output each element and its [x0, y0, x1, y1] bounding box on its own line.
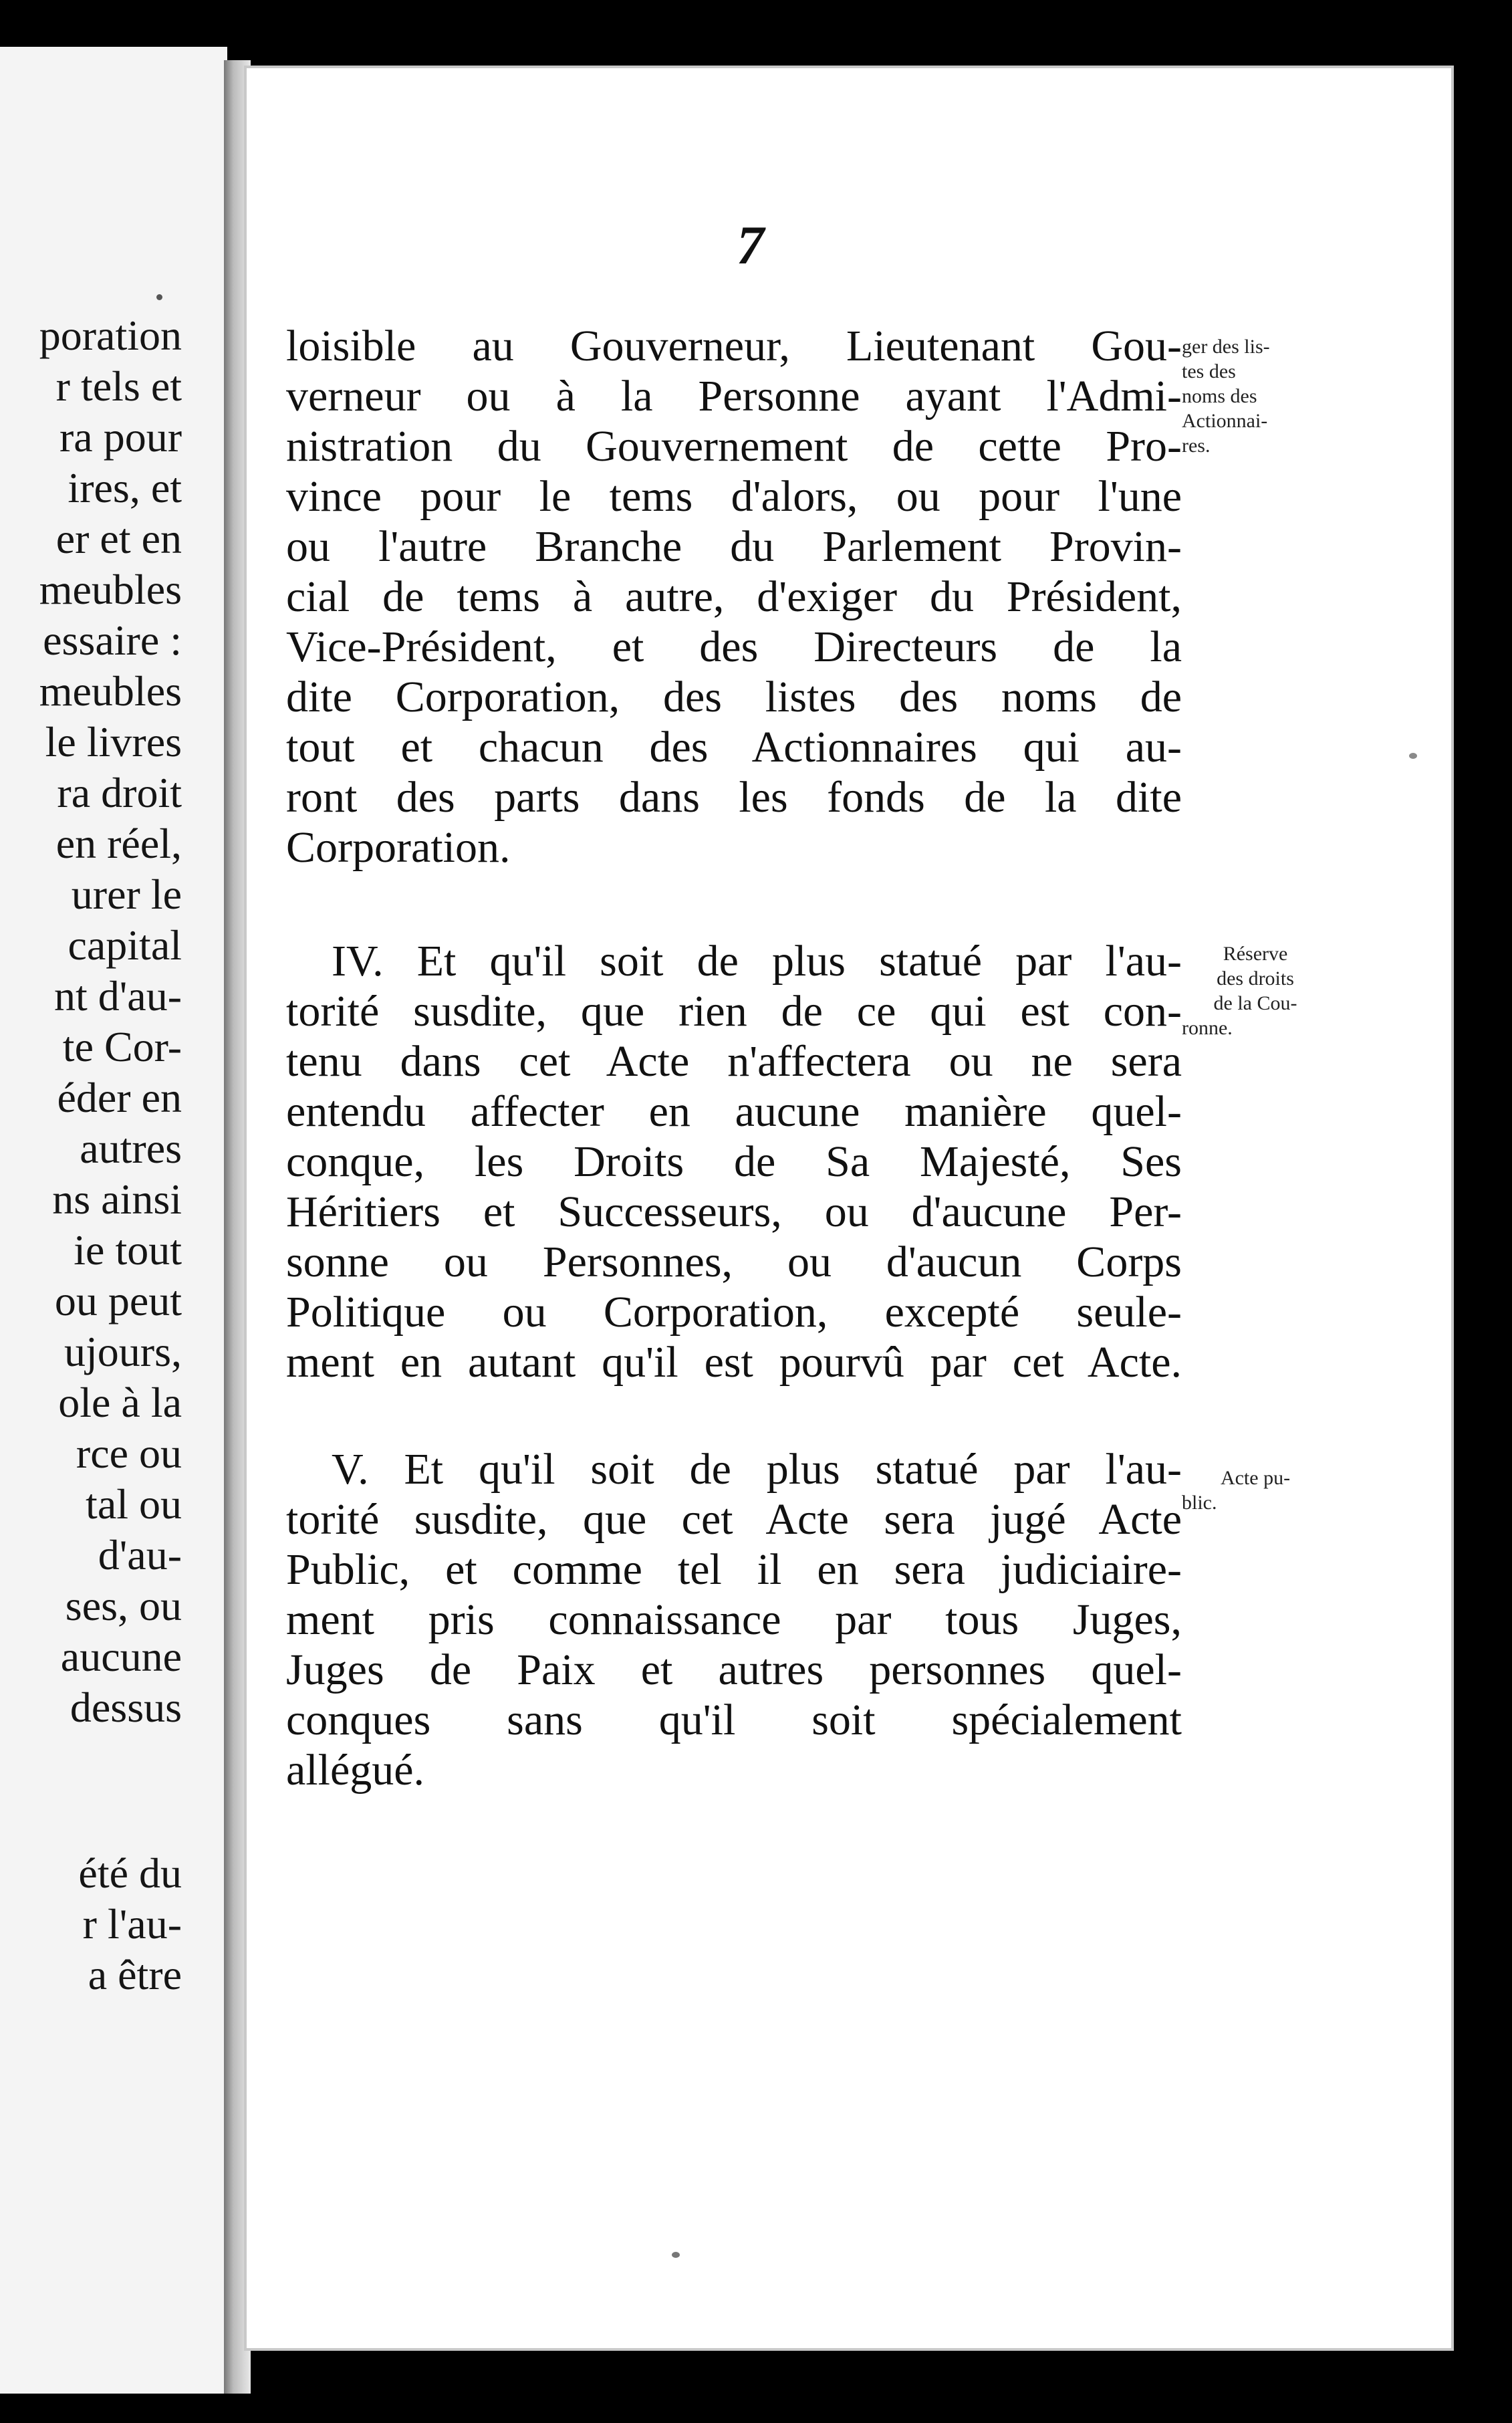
- left-page-line: aucune: [60, 1633, 182, 1680]
- text-line: verneur ou à la Personne ayant l'Admi-: [286, 372, 1182, 421]
- margin-line: ger des lis-: [1182, 336, 1270, 358]
- left-page-line: r tels et: [55, 362, 182, 410]
- margin-note-reserve: [1182, 941, 1329, 1040]
- left-page-line: ra droit: [57, 769, 182, 816]
- text-line: dite Corporation, des listes des noms de: [286, 673, 1182, 721]
- margin-line: de la Cou-: [1213, 992, 1297, 1014]
- left-page-line: ou peut: [54, 1277, 182, 1324]
- text-line: loisible au Gouverneur, Lieutenant Gou-: [286, 322, 1182, 370]
- text-line: tout et chacun des Actionnaires qui au-: [286, 723, 1182, 772]
- text-line: ront des parts dans les fonds de la dite: [286, 773, 1182, 822]
- page-number: 7: [737, 215, 764, 275]
- text-line: torité susdite, que cet Acte sera jugé Acte: [286, 1495, 1182, 1544]
- ink-speck: [156, 294, 162, 300]
- left-page-line: a être: [88, 1951, 182, 1998]
- text-line: cial de tems à autre, d'exiger du Président,: [286, 572, 1182, 621]
- text-line: vince pour le tems d'alors, ou pour l'une: [286, 472, 1182, 521]
- left-page-line: nt d'au-: [53, 972, 182, 1020]
- ink-speck: [1409, 753, 1417, 759]
- text-line: Héritiers et Successeurs, ou d'aucune Per-: [286, 1187, 1182, 1236]
- left-page-line: ns ainsi: [52, 1175, 182, 1223]
- text-line: sonne ou Personnes, ou d'aucun Corps: [286, 1238, 1182, 1286]
- left-page-line: été du: [78, 1849, 182, 1897]
- text-line: Juges de Paix et autres personnes quel-: [286, 1645, 1182, 1694]
- left-page-line: autres: [80, 1125, 182, 1172]
- text-line: ou l'autre Branche du Parlement Provin-: [286, 522, 1182, 571]
- margin-line: blic.: [1182, 1492, 1217, 1514]
- paragraph-2-article-iv: [286, 936, 1182, 1387]
- margin-note-listes: [1182, 334, 1270, 458]
- left-page-line: rce ou: [76, 1429, 182, 1477]
- text-line: Public, et comme tel il en sera judiciaire-: [286, 1545, 1182, 1594]
- left-page-line: ole à la: [58, 1379, 182, 1426]
- left-page-line: meubles: [39, 667, 182, 715]
- left-page-line: r l'au-: [82, 1900, 182, 1948]
- margin-line: Réserve: [1223, 943, 1288, 965]
- text-line: conque, les Droits de Sa Majesté, Ses: [286, 1137, 1182, 1186]
- margin-line: des droits: [1217, 967, 1294, 990]
- left-page-line: ie tout: [74, 1226, 182, 1274]
- text-line: conques sans qu'il soit spécialement: [286, 1696, 1182, 1744]
- margin-line: res.: [1182, 435, 1211, 457]
- margin-line: Acte pu-: [1220, 1467, 1291, 1489]
- left-page-line: dessus: [70, 1684, 182, 1731]
- text-line: IV. Et qu'il soit de plus statué par l'au-: [332, 937, 1182, 986]
- text-line: tenu dans cet Acte n'affectera ou ne sera: [286, 1037, 1182, 1086]
- text-line: ment en autant qu'il est pourvû par cet Acte.: [286, 1338, 1182, 1387]
- left-page-line: ses, ou: [65, 1582, 182, 1629]
- left-page-line: meubles: [39, 566, 182, 613]
- ink-speck: [672, 2252, 680, 2258]
- left-page-fragment: [0, 47, 227, 2394]
- text-line: torité susdite, que rien de ce qui est con-: [286, 987, 1182, 1036]
- text-line: Corporation.: [286, 823, 511, 872]
- text-line: entendu affecter en aucune manière quel-: [286, 1087, 1182, 1136]
- margin-line: ronne.: [1182, 1017, 1233, 1039]
- text-line: ment pris connaissance par tous Juges,: [286, 1595, 1182, 1644]
- left-page-line: ra pour: [59, 413, 182, 461]
- left-page-line: d'au-: [98, 1531, 182, 1579]
- margin-note-acte-public: [1182, 1466, 1329, 1515]
- left-page-line: le livres: [45, 718, 182, 766]
- left-page-line: ujours,: [64, 1328, 182, 1375]
- left-page-line: capital: [68, 921, 182, 969]
- left-page-line: éder en: [57, 1074, 182, 1121]
- left-page-line: er et en: [55, 515, 182, 562]
- left-page-line: urer le: [71, 871, 182, 918]
- paragraph-1: [286, 321, 1182, 873]
- left-page-line: essaire :: [43, 616, 182, 664]
- text-line: Vice-Président, et des Directeurs de la: [286, 622, 1182, 671]
- left-page-line: en réel,: [55, 820, 182, 867]
- left-page-line: tal ou: [86, 1480, 182, 1528]
- margin-line: tes des: [1182, 360, 1236, 382]
- margin-line: Actionnai-: [1182, 410, 1268, 432]
- text-line: allégué.: [286, 1746, 425, 1795]
- text-line: nistration du Gouvernement de cette Pro-: [286, 422, 1182, 471]
- text-line: V. Et qu'il soit de plus statué par l'au-: [332, 1445, 1182, 1494]
- text-line: Politique ou Corporation, excepté seule-: [286, 1288, 1182, 1337]
- left-page-line: poration: [39, 312, 182, 359]
- left-page-line: te Cor-: [62, 1023, 182, 1070]
- margin-line: noms des: [1182, 385, 1257, 407]
- left-page-line: ires, et: [68, 464, 182, 511]
- paragraph-3-article-v: [286, 1444, 1182, 1795]
